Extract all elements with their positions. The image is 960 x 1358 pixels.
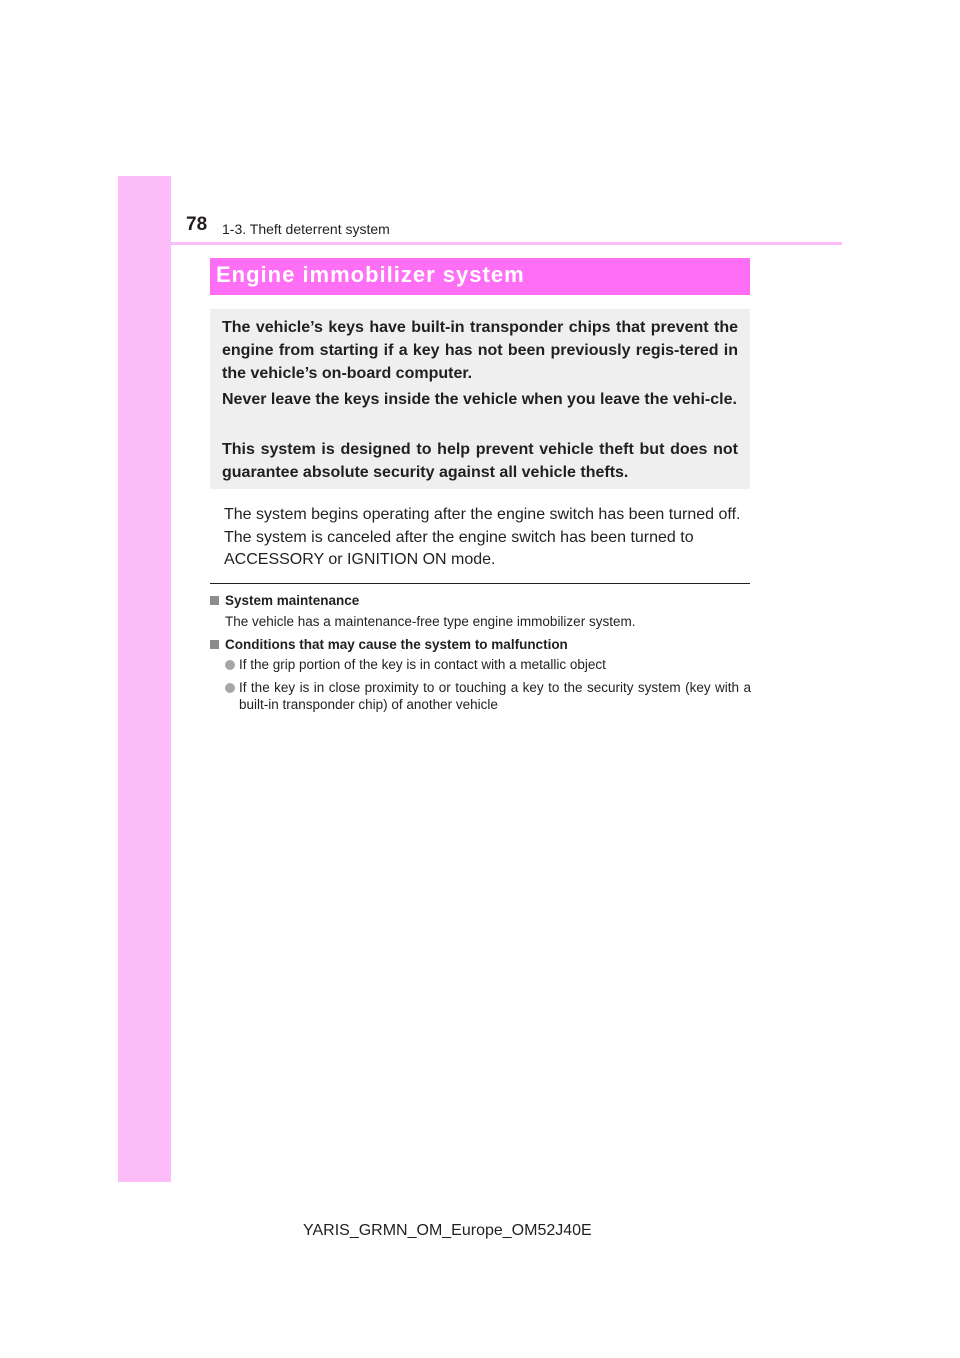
page-number: 78 <box>186 214 208 235</box>
bullet-item-2: If the key is in close proximity to or touching a key to the security system (key with a built-in transponder chip) of another vehicle <box>239 680 751 712</box>
round-bullet-icon <box>225 660 235 670</box>
round-bullet-icon <box>225 683 235 693</box>
header-divider <box>118 242 842 245</box>
section-breadcrumb: 1-3. Theft deterrent system <box>222 221 390 237</box>
notice-box <box>210 309 750 489</box>
notice-paragraph-1: The vehicle’s keys have built-in transponder chips that prevent the engine from starting if a key has not been previously regis-tered in the vehicle’s on-board computer. <box>222 319 738 382</box>
document-code: YARIS_GRMN_OM_Europe_OM52J40E <box>303 1222 592 1239</box>
malfunction-heading-row <box>210 636 568 653</box>
notice-paragraph-2: Never leave the keys inside the vehicle when you leave the vehi-cle. <box>222 391 737 408</box>
square-bullet-icon <box>210 596 219 605</box>
maintenance-heading-row <box>210 592 359 609</box>
bullet-item-1: If the grip portion of the key is in contact with a metallic object <box>239 657 606 672</box>
malfunction-heading: Conditions that may cause the system to malfunction <box>225 637 568 652</box>
body-paragraph: The system begins operating after the engine switch has been turned off. The system is canceled after the engine switch has been turned to ACCESSORY or IGNITION ON mode. <box>224 506 741 568</box>
square-bullet-icon <box>210 640 219 649</box>
notice-paragraph-3: This system is designed to help prevent vehicle theft but does not guarantee absolute security against all vehicle thefts. <box>222 441 738 481</box>
maintenance-heading: System maintenance <box>225 593 360 608</box>
side-tab-strip <box>118 176 171 1182</box>
maintenance-text: The vehicle has a maintenance-free type engine immobilizer system. <box>225 614 636 629</box>
section-divider <box>210 583 750 584</box>
page-title: Engine immobilizer system <box>216 262 525 287</box>
title-bar <box>210 258 750 295</box>
